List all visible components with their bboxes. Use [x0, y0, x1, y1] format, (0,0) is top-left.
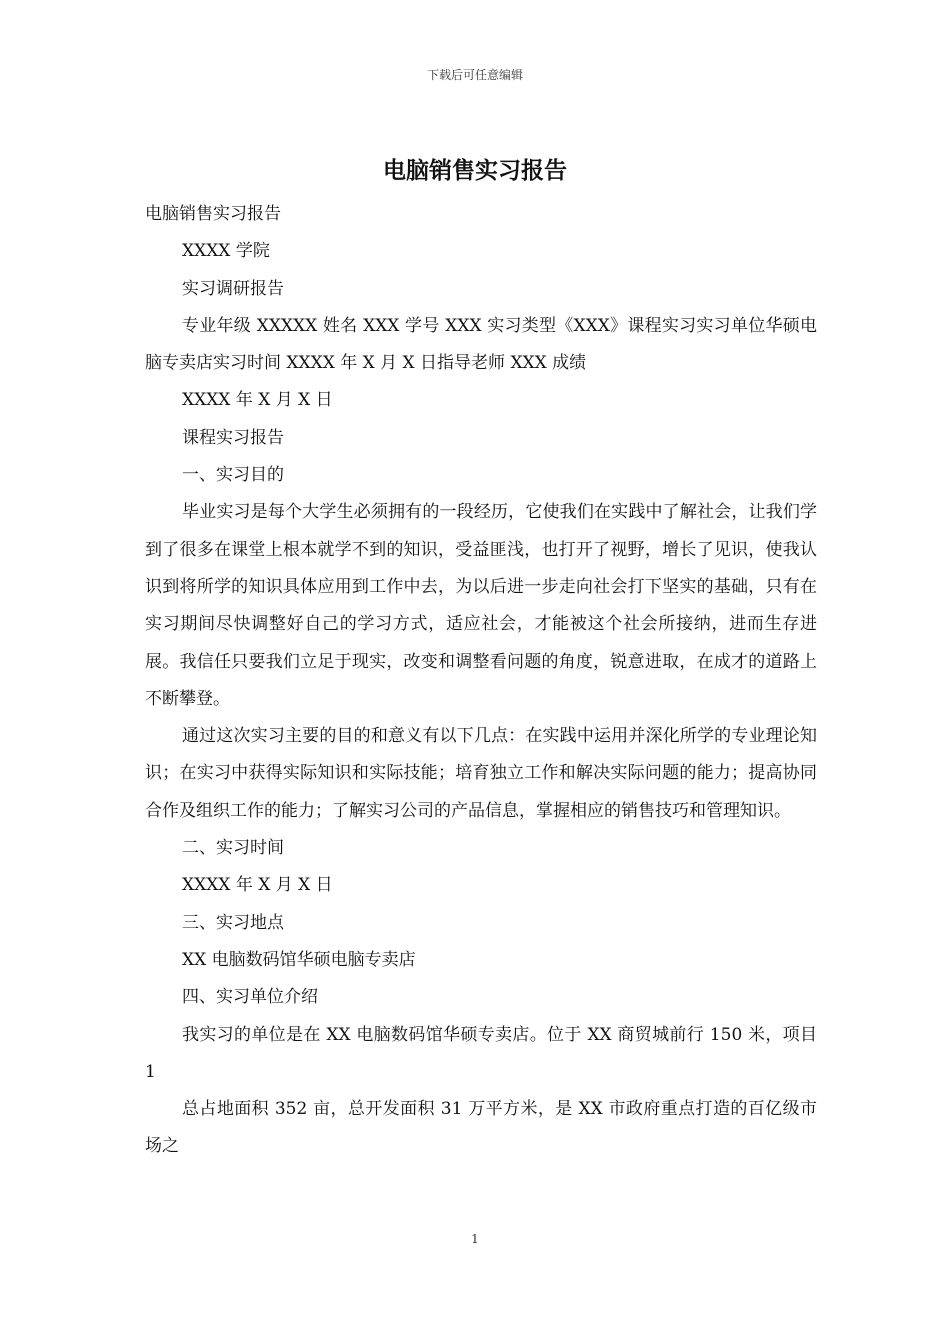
body-paragraph: 电脑销售实习报告	[145, 204, 281, 224]
body-paragraph: XXXX 年 X 月 X 日	[182, 390, 333, 411]
body-paragraph: 通过这次实习主要的目的和意义有以下几点：在实践中运用并深化所学的专业理论知识；在实习中获得实际知识和实际技能；培育独立工作和解决实际问题的能力；提高协同合作及组织工作的能力；了解实习公司的产品信息，掌握相应的销售技巧和管理知识。	[145, 726, 817, 821]
body-paragraph: 我实习的单位是在 XX 电脑数码馆华硕专卖店。位于 XX 商贸城前行 150 米，项目 1	[145, 1024, 817, 1082]
body-paragraph: 课程实习报告	[182, 427, 284, 448]
page-number: 1	[471, 1232, 479, 1246]
document-body	[145, 196, 817, 1166]
page-header-note: 下载后可任意编辑	[426, 68, 523, 82]
body-paragraph: 专业年级 XXXXX 姓名 XXX 学号 XXX 实习类型《XXX》课程实习实习单位华硕电脑专卖店实习时间 XXXX 年 X 月 X 日指导老师 XXX 成绩	[145, 315, 817, 374]
body-paragraph: 四、实习单位介绍	[182, 987, 318, 1008]
body-paragraph: 毕业实习是每个大学生必须拥有的一段经历，它使我们在实践中了解社会，让我们学到了很多在课堂上根本就学不到的知识，受益匪浅，也打开了视野，增长了见识，使我认识到将所学的知识具体应用到工作中去，为以后进一步走向社会打下坚实的基础，只有在实习期间尽快调整好自己的学习方式，适应社会，才能被这个社会所接纳，进而生存进展。我信任只要我们立足于现实，改变和调整看问题的角度，锐意进取，在成才的道路上不断攀登。	[145, 502, 817, 709]
body-paragraph: 总占地面积 352 亩，总开发面积 31 万平方米，是 XX 市政府重点打造的百亿级市场之	[145, 1099, 817, 1157]
body-paragraph: 三、实习地点	[182, 912, 284, 933]
body-paragraph: XX 电脑数码馆华硕电脑专卖店	[182, 949, 416, 970]
body-paragraph: 实习调研报告	[182, 278, 284, 299]
body-paragraph: 二、实习时间	[182, 838, 284, 859]
body-paragraph: XXXX 学院	[182, 241, 270, 262]
body-paragraph: XXXX 年 X 月 X 日	[182, 875, 333, 896]
document-title: 电脑销售实习报告	[383, 157, 567, 184]
body-paragraph: 一、实习目的	[182, 465, 284, 486]
